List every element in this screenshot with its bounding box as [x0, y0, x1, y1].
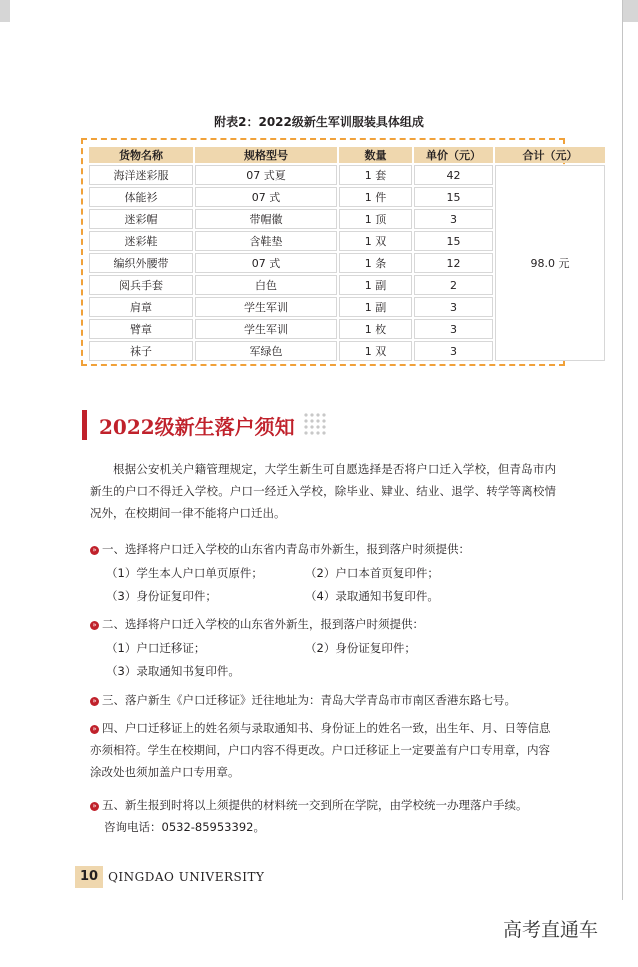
cell-spec: 军绿色: [195, 341, 337, 361]
bullet-icon: »: [90, 725, 99, 734]
requirement-item: （4）录取通知书复印件。: [305, 589, 439, 603]
cell-unit-price: 3: [414, 297, 493, 317]
intro-paragraph: 根据公安机关户籍管理规定，大学生新生可自愿选择是否将户口迁入学校，但青岛市内新生的户口不得迁入学校。户口一经迁入学校，除毕业、肄业、结业、退学、转学等离校情况外，在校期间一律不能将户口迁出。: [90, 462, 556, 520]
notice-item-4: [90, 717, 556, 783]
cell-unit-price: 12: [414, 253, 493, 273]
cell-spec: 学生军训: [195, 297, 337, 317]
uniform-table-frame: [81, 138, 578, 366]
notice-item-1-text: 一、选择将户口迁入学校的山东省内青岛市外新生，报到落户时须提供：: [102, 542, 470, 556]
cell-quantity: 1 副: [339, 297, 412, 317]
header-cell-name: 货物名称: [89, 147, 193, 163]
bullet-icon: »: [90, 546, 99, 555]
notice-item-3-text: 三、落户新生《户口迁移证》迁往地址为：青岛大学青岛市市南区香港东路七号。: [102, 693, 516, 707]
cell-quantity: 1 双: [339, 231, 412, 251]
notice-item-4-text: 四、户口迁移证上的姓名须与录取通知书、身份证上的姓名一致，出生年、月、日等信息亦须相符。学生在校期间，户口内容不得更改。户口迁移证上一定要盖有户口专用章，内容涂改处也须加盖户口专用章。: [90, 721, 551, 779]
university-name: QINGDAO UNIVERSITY: [108, 870, 265, 884]
notice-item-2: [90, 613, 556, 635]
cell-item-name: 迷彩帽: [89, 209, 193, 229]
cell-unit-price: 15: [414, 187, 493, 207]
notice-item-2-text: 二、选择将户口迁入学校的山东省外新生，报到落户时须提供：: [102, 617, 424, 631]
cell-item-name: 海洋迷彩服: [89, 165, 193, 185]
contact-phone: 咨询电话：0532-85953392。: [104, 820, 265, 834]
header-cell-qty: 数量: [339, 147, 412, 163]
cell-unit-price: 3: [414, 319, 493, 339]
section-title: 2022级新生落户须知: [99, 414, 295, 439]
cell-unit-price: 3: [414, 209, 493, 229]
cell-unit-price: 15: [414, 231, 493, 251]
uniform-table: [87, 145, 607, 363]
notice-item-1: [90, 538, 556, 560]
cell-spec: 含鞋垫: [195, 231, 337, 251]
page-footer: [75, 866, 264, 888]
header-cell-price: 单价（元）: [414, 147, 493, 163]
cell-spec: 带帽徽: [195, 209, 337, 229]
cell-quantity: 1 副: [339, 275, 412, 295]
notice-item-5-text: 五、新生报到时将以上须提供的材料统一交到所在学院，由学校统一办理落户手续。: [102, 798, 528, 812]
cell-spec: 07 式: [195, 187, 337, 207]
table-header-row: [89, 147, 605, 163]
cell-item-name: 体能衫: [89, 187, 193, 207]
header-cell-spec: 规格型号: [195, 147, 337, 163]
cell-item-name: 迷彩鞋: [89, 231, 193, 251]
cell-unit-price: 42: [414, 165, 493, 185]
requirement-item: （3）身份证复印件；: [106, 589, 217, 603]
bullet-icon: »: [90, 697, 99, 706]
notice-item-5: [90, 794, 556, 816]
cell-quantity: 1 双: [339, 341, 412, 361]
cell-item-name: 袜子: [89, 341, 193, 361]
bullet-icon: »: [90, 621, 99, 630]
cell-item-name: 肩章: [89, 297, 193, 317]
cell-total: 98.0 元: [495, 165, 605, 361]
bullet-icon: »: [90, 802, 99, 811]
cell-item-name: 阅兵手套: [89, 275, 193, 295]
requirement-item: （2）身份证复印件；: [305, 641, 416, 655]
section-heading: [82, 410, 329, 440]
cell-item-name: 臂章: [89, 319, 193, 339]
page-number: 10: [75, 866, 103, 888]
table-row: [89, 165, 605, 185]
cell-item-name: 编织外腰带: [89, 253, 193, 273]
cell-quantity: 1 枚: [339, 319, 412, 339]
header-cell-total: 合计（元）: [495, 147, 605, 163]
requirement-item: （1）学生本人户口单页原件；: [106, 566, 263, 580]
cell-spec: 学生军训: [195, 319, 337, 339]
section-accent-bar: [82, 410, 87, 440]
cell-unit-price: 2: [414, 275, 493, 295]
dot-grid-icon: [303, 412, 329, 438]
requirement-item: （1）户口迁移证；: [106, 641, 206, 655]
cell-spec: 07 式夏: [195, 165, 337, 185]
requirement-item: （3）录取通知书复印件。: [106, 664, 240, 678]
notice-item-3: [90, 689, 556, 711]
cell-quantity: 1 套: [339, 165, 412, 185]
cell-unit-price: 3: [414, 341, 493, 361]
cell-quantity: 1 顶: [339, 209, 412, 229]
cell-quantity: 1 条: [339, 253, 412, 273]
cell-quantity: 1 件: [339, 187, 412, 207]
requirement-item: （2）户口本首页复印件；: [305, 566, 439, 580]
cell-spec: 白色: [195, 275, 337, 295]
watermark-text: 高考直通车: [503, 919, 599, 941]
table-title: 附表2：2022级新生军训服装具体组成: [214, 115, 424, 129]
cell-spec: 07 式: [195, 253, 337, 273]
